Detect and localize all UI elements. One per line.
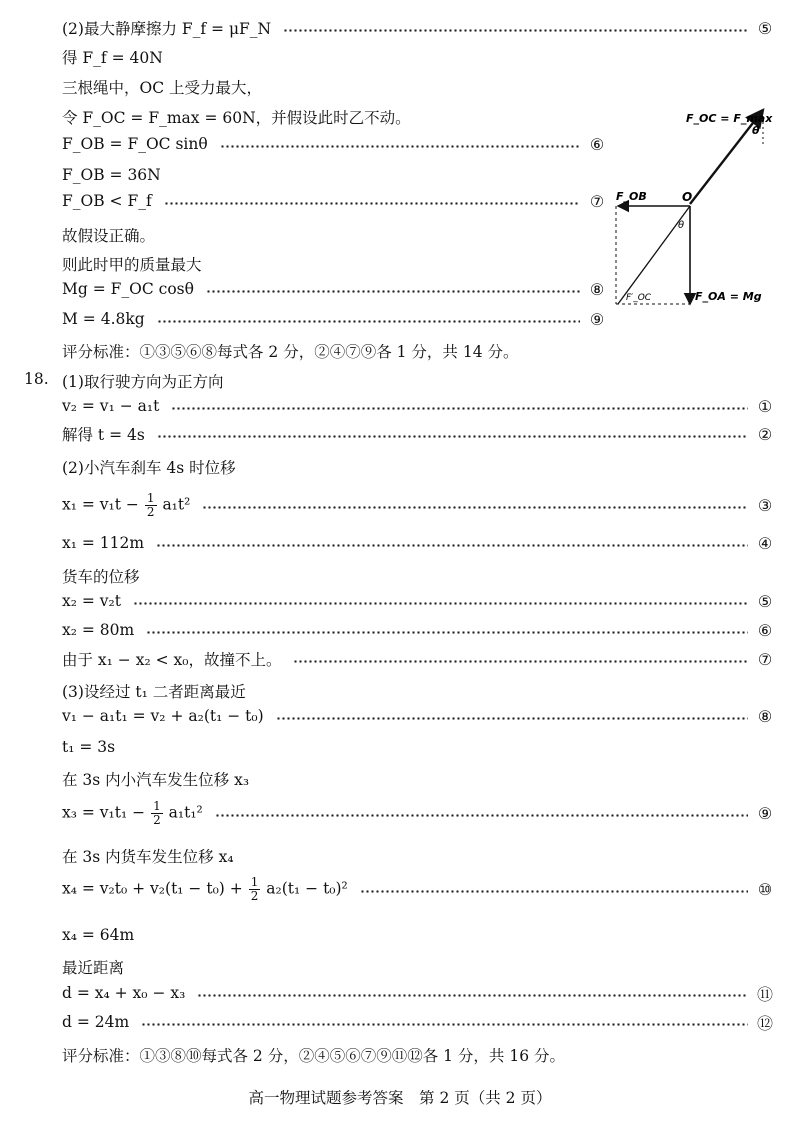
step-marker: ③ bbox=[757, 495, 773, 515]
step-marker: ⑧ bbox=[589, 279, 605, 299]
formula-text: x₁ = 112m bbox=[62, 534, 145, 552]
answer-line: 得 F_f = 40N bbox=[62, 49, 163, 67]
dot-leader bbox=[146, 631, 748, 634]
foc-label: F_OC = F_max bbox=[686, 112, 773, 125]
dot-leader bbox=[157, 435, 748, 438]
answer-line bbox=[62, 420, 774, 448]
dot-leader bbox=[220, 145, 580, 148]
force-diagram bbox=[600, 104, 800, 314]
step-marker: ⑫ bbox=[756, 1013, 773, 1033]
foa-label: F_OA = Mg bbox=[695, 290, 762, 303]
step-marker: ⑨ bbox=[589, 309, 605, 329]
answer-line: 最近距离 bbox=[62, 959, 125, 977]
answer-line bbox=[62, 14, 774, 42]
step-marker: ⑥ bbox=[589, 134, 605, 154]
dot-leader bbox=[164, 202, 580, 205]
step-marker: ② bbox=[757, 424, 773, 444]
dot-leader bbox=[157, 320, 580, 323]
formula-text: F_OB < F_f bbox=[62, 192, 152, 210]
dot-leader bbox=[283, 29, 748, 32]
formula-part: a₁t₁² bbox=[168, 803, 203, 821]
dot-leader bbox=[202, 506, 748, 509]
answer-line: t₁ = 3s bbox=[62, 738, 116, 756]
formula-text: (2)最大静摩擦力 F_f = μF_N bbox=[62, 20, 272, 38]
formula-text: d = x₄ + x₀ − x₃ bbox=[62, 984, 186, 1002]
answer-line bbox=[62, 872, 774, 906]
frac-den: 2 bbox=[250, 888, 259, 903]
fraction bbox=[145, 492, 157, 519]
step-marker: ⑦ bbox=[589, 191, 605, 211]
dot-leader bbox=[215, 814, 748, 817]
formula-text bbox=[62, 492, 196, 519]
formula-text: v₁ − a₁t₁ = v₂ + a₂(t₁ − t₀) bbox=[62, 707, 264, 725]
answer-line: 货车的位移 bbox=[62, 568, 140, 586]
step-marker: ⑩ bbox=[757, 879, 773, 899]
answer-line bbox=[62, 702, 774, 730]
step-marker: ① bbox=[757, 396, 773, 416]
theta-mid-label: θ bbox=[678, 220, 685, 231]
answer-line: x₄ = 64m bbox=[62, 926, 135, 944]
answer-line: 在 3s 内货车发生位移 x₄ bbox=[62, 848, 234, 866]
formula-part: x₄ = v₂t₀ + v₂(t₁ − t₀) + bbox=[62, 879, 243, 897]
answer-line: 令 F_OC = F_max = 60N，并假设此时乙不动。 bbox=[62, 109, 411, 127]
theta-top-label: θ bbox=[752, 124, 760, 137]
step-marker: ⑪ bbox=[756, 984, 773, 1004]
frac-num: 1 bbox=[153, 798, 161, 813]
answer-line: (2)小汽车刹车 4s 时位移 bbox=[62, 459, 236, 477]
answer-line bbox=[62, 488, 774, 522]
answer-line: 在 3s 内小汽车发生位移 x₃ bbox=[62, 771, 250, 789]
answer-line: 则此时甲的质量最大 bbox=[62, 256, 202, 274]
answer-line bbox=[62, 392, 774, 420]
step-marker: ④ bbox=[757, 533, 773, 553]
step-marker: ⑨ bbox=[757, 803, 773, 823]
formula-text: Mg = F_OC cosθ bbox=[62, 280, 194, 298]
formula-part: x₃ = v₁t₁ − bbox=[62, 803, 146, 821]
step-marker: ⑤ bbox=[757, 591, 773, 611]
step-marker: ⑤ bbox=[757, 18, 773, 38]
formula-text bbox=[62, 800, 209, 827]
dot-leader bbox=[156, 544, 748, 547]
dot-leader bbox=[197, 994, 748, 997]
formula-text: v₂ = v₁ − a₁t bbox=[62, 397, 160, 415]
formula-text bbox=[62, 876, 354, 903]
formula-text: F_OB = F_OC sinθ bbox=[62, 135, 208, 153]
formula-text: 解得 t = 4s bbox=[62, 426, 145, 444]
answer-line bbox=[62, 616, 774, 644]
answer-line bbox=[62, 275, 606, 303]
frac-den: 2 bbox=[146, 504, 155, 519]
formula-part: a₂(t₁ − t₀)² bbox=[266, 879, 348, 897]
o-label: O bbox=[682, 190, 693, 204]
answer-line: 故假设正确。 bbox=[62, 227, 156, 245]
page-footer: 高一物理试题参考答案 第 2 页（共 2 页） bbox=[248, 1089, 552, 1107]
scoring-note: 评分标准：①③⑧⑩每式各 2 分，②④⑤⑥⑦⑨⑪⑫各 1 分，共 16 分。 bbox=[62, 1047, 566, 1065]
answer-line bbox=[62, 587, 774, 615]
answer-line: (1)取行驶方向为正方向 bbox=[62, 373, 224, 391]
formula-text: M = 4.8kg bbox=[62, 310, 145, 328]
answer-line: 三根绳中，OC 上受力最大， bbox=[62, 79, 262, 97]
dot-leader bbox=[293, 660, 748, 663]
answer-line: F_OB = 36N bbox=[62, 166, 161, 184]
answer-line bbox=[62, 979, 774, 1007]
answer-line bbox=[62, 796, 774, 830]
fraction bbox=[249, 876, 261, 903]
answer-line bbox=[62, 187, 606, 215]
frac-num: 1 bbox=[250, 874, 259, 889]
foc-prime-label: F′_OC bbox=[626, 293, 652, 303]
dot-leader bbox=[276, 717, 748, 720]
formula-text: x₂ = 80m bbox=[62, 621, 135, 639]
step-marker: ⑦ bbox=[757, 649, 773, 669]
dot-leader bbox=[133, 602, 748, 605]
answer-line bbox=[62, 529, 774, 557]
formula-text: 由于 x₁ − x₂ < x₀，故撞不上。 bbox=[62, 651, 282, 669]
scoring-note: 评分标准：①③⑤⑥⑧每式各 2 分，②④⑦⑨各 1 分，共 14 分。 bbox=[62, 343, 519, 361]
answer-line bbox=[62, 1008, 774, 1036]
fob-label: F_OB bbox=[616, 190, 647, 203]
formula-part: x₁ = v₁t − bbox=[62, 495, 139, 513]
answer-line bbox=[62, 305, 606, 333]
dot-leader bbox=[141, 1023, 748, 1026]
fraction bbox=[151, 800, 163, 827]
dot-leader bbox=[206, 290, 580, 293]
frac-num: 1 bbox=[146, 490, 155, 505]
answer-line bbox=[62, 130, 606, 158]
dot-leader bbox=[171, 407, 748, 410]
answer-line: (3)设经过 t₁ 二者距离最近 bbox=[62, 683, 246, 701]
formula-text: x₂ = v₂t bbox=[62, 592, 121, 610]
step-marker: ⑥ bbox=[757, 620, 773, 640]
frac-den: 2 bbox=[153, 812, 161, 827]
dot-leader bbox=[360, 890, 748, 893]
question-number: 18. bbox=[24, 370, 49, 388]
formula-part: a₁t² bbox=[162, 495, 191, 513]
answer-line bbox=[62, 645, 774, 673]
formula-text: d = 24m bbox=[62, 1013, 130, 1031]
step-marker: ⑧ bbox=[757, 706, 773, 726]
